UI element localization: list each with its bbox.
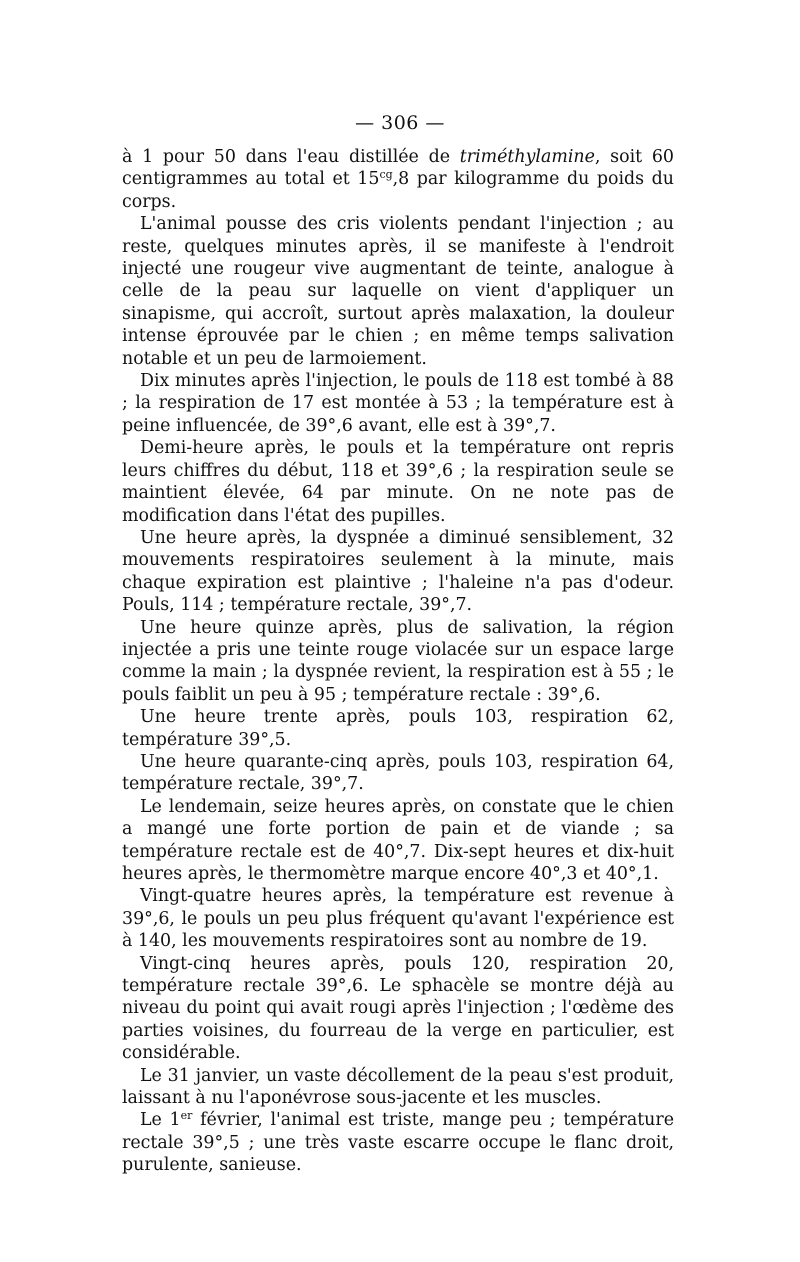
paragraph [122, 953, 674, 1065]
paragraph-text: février, l'animal est triste, mange peu ; température rectale 39°,5 ; une très vaste escarre occupe le flanc droit, purulente, sanieuse. [122, 1110, 674, 1176]
paragraph-text: Demi-heure après, le pouls et la température ont repris leurs chiffres du début, 118 et 39°,6 ; la respiration seule se maintient élevée, 64 par minute. On ne note pas de modification dans l'état des pupilles. [122, 438, 674, 526]
body-text [122, 146, 674, 1177]
paragraph-text: Le 1 [140, 1110, 181, 1131]
superscript-text: cg [379, 168, 393, 182]
paragraph [122, 885, 674, 952]
paragraph-text: Dix minutes après l'injection, le pouls de 118 est tombé à 88 ; la respiration de 17 est montée à 53 ; la température est à peine influencée, de 39°,6 avant, elle est à 39°,7. [122, 371, 674, 436]
paragraph-text: Une heure quinze après, plus de salivation, la région injectée a pris une teinte rouge violacée sur un espace large comme la main ; la dyspnée revient, la respiration est à 55 ; le pouls faiblit un peu à 95 ; température rectale : 39°,6. [122, 617, 674, 705]
paragraph [122, 617, 674, 707]
paragraph-text: Le 31 janvier, un vaste décollement de la peau s'est produit, laissant à nu l'aponévrose sous-jacente et les muscles. [122, 1065, 674, 1109]
paragraph [122, 1065, 674, 1110]
page-number: — 306 — [355, 112, 445, 134]
paragraph-text: ,8 par kilogramme du poids du corps. [122, 169, 675, 212]
paragraph [122, 370, 674, 437]
paragraph-text: Vingt-cinq heures après, pouls 120, respiration 20, température rectale 39°,6. Le sphacèle se montre déjà au niveau du point qui avait rougi après l'injection ; l'œdème des parties voisines, du fourreau de la verge en particulier, est considérable. [122, 953, 674, 1064]
paragraph-text: Le lendemain, seize heures après, on constate que le chien a mangé une forte portion de pain et de viande ; sa température rectale est de 40°,7. Dix-sept heures et dix-huit heures après, le thermomètre marque encore 40°,3 et 40°,1. [122, 796, 674, 884]
italic-text: triméthylamine [459, 147, 595, 167]
paragraph [122, 437, 674, 527]
paragraph-text: L'animal pousse des cris violents pendant l'injection ; au reste, quelques minutes après, il se manifeste à l'endroit injecté une rougeur vive augmentant de teinte, analogue à celle de la peau sur laquelle on vient d'appliquer un sinapisme, qui accroît, surtout après malaxation, la douleur intense éprouvée par le chien ; en même temps salivation notable et un peu de larmoiement. [122, 214, 674, 369]
superscript-text: er [180, 1109, 193, 1123]
paragraph-text: à 1 pour 50 dans l'eau distillée de [122, 147, 460, 167]
paragraph [122, 796, 674, 886]
paragraph-text: Une heure quarante-cinq après, pouls 103, respiration 64, température rectale, 39°,7. [122, 751, 674, 795]
paragraph [122, 1109, 674, 1176]
paragraph [122, 527, 674, 617]
paragraph [122, 751, 674, 796]
paragraph-text: Une heure trente après, pouls 103, respiration 62, température 39°,5. [122, 707, 674, 750]
paragraph [122, 213, 674, 370]
paragraph [122, 146, 674, 213]
paragraph-text: , soit 60 centigrammes au total et 15 [122, 147, 674, 190]
paragraph [122, 706, 674, 751]
paragraph-text: Vingt-quatre heures après, la température est revenue à 39°,6, le pouls un peu plus fréquent qu'avant l'expérience est à 140, les mouvements respiratoires sont au nombre de 19. [122, 886, 674, 952]
paragraph-text: Une heure après, la dyspnée a diminué sensiblement, 32 mouvements respiratoires seulement à la minute, mais chaque expiration est plaintive ; l'haleine n'a pas d'odeur. Pouls, 114 ; température rectale, 39°,7. [122, 527, 674, 616]
